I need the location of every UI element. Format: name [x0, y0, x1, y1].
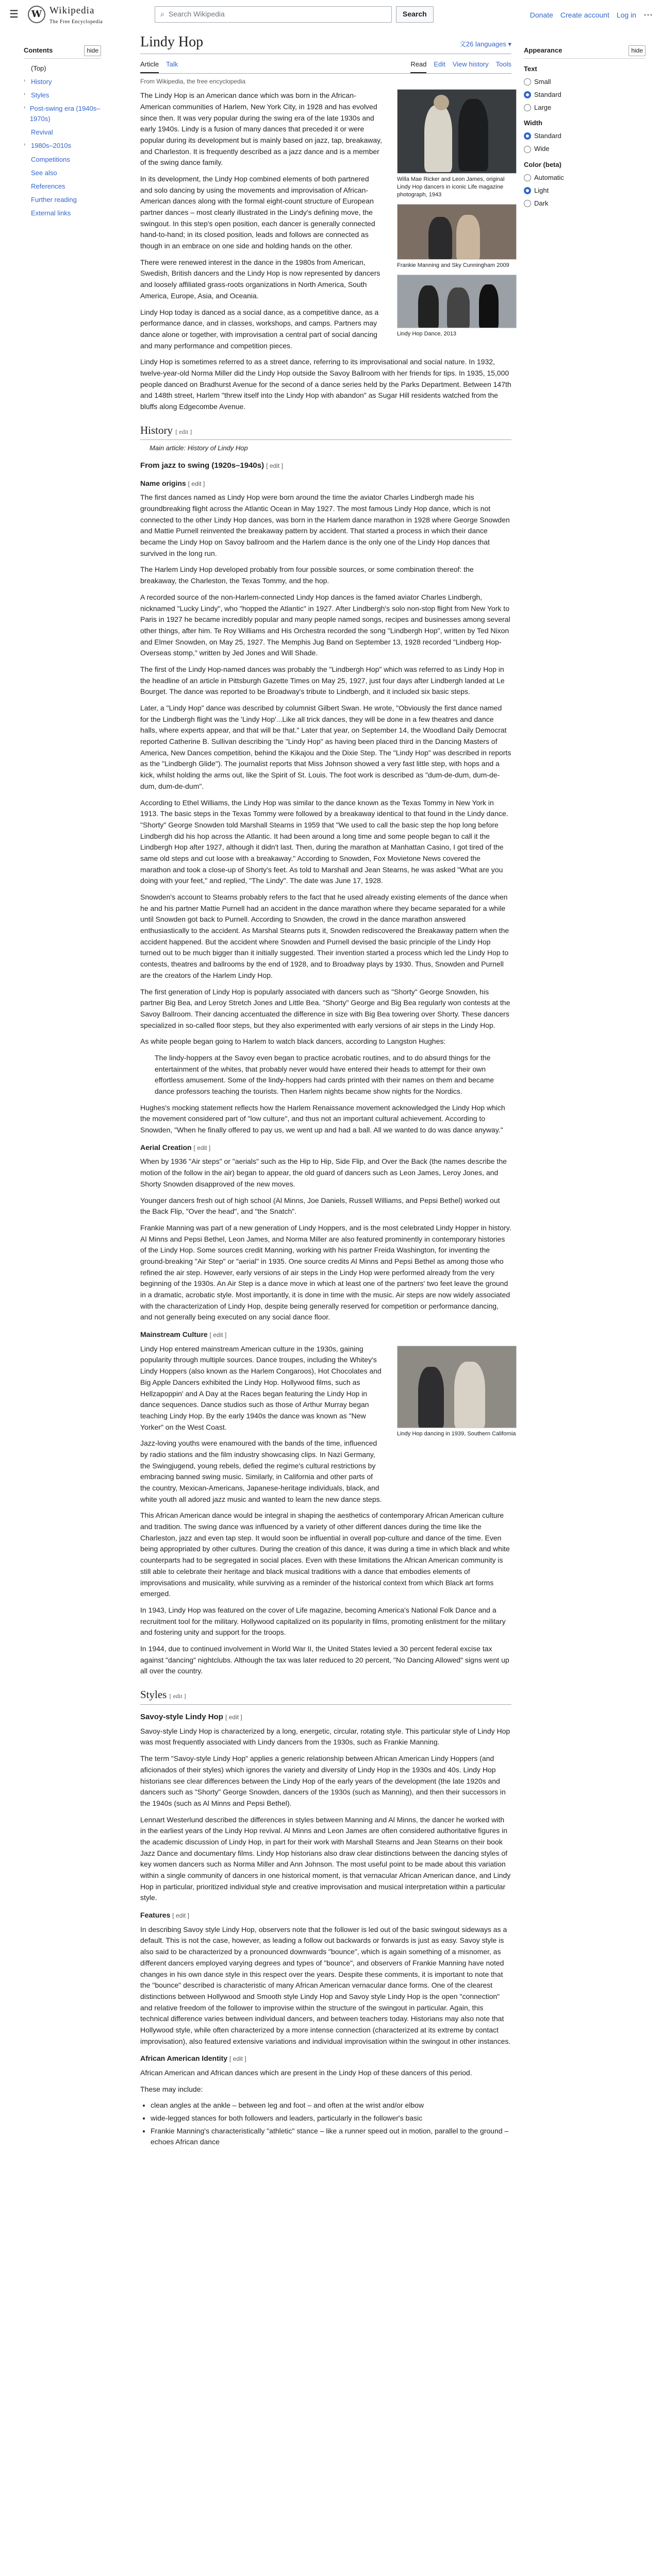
list-item: • clean angles at the ankle – between leg and foot – and often at the wrist and/or elbow: [151, 2100, 511, 2111]
list-item: • wide-legged stances for both followers and leaders, particularly in the follower's basic: [151, 2113, 511, 2124]
body-paragraph: In describing Savoy style Lindy Hop, observers note that the follower is led out of the basic swingout sideways as a default. This is not the case, however, as leading a follow out backwards or forwards is just as easy. Savoy style is also said to be characterized by a pronounced downwards "bounce", which is again something of a misnomer, as different dancers employed varying degrees and types of "bounce", and observers of Frankie Manning have noted changes in his own dance style in this respect over the years. Despite these comments, it is important to note that the "bounce" described is characteristic of many African American vernacular dance forms. One of the clearest distinctions between Hollywood and Smooth style Lindy Hop and Savoy style Lindy Hop is the open "connection" and relative freedom of the follower to improvise within the structure of the swingout in particular. Again, this technical difference varies between individual dancers, and between teachers today. Historians may also note that Hollywood style, while often characterized by a more intense connection (characterized at its extreme by contact improvisation), also featured extensive variations and individual improvisation within the swingout in other instances.: [140, 1925, 511, 2045]
body-paragraph: Hughes's mocking statement reflects how the Harlem Renaissance movement acknowledged the Lindy Hop which the movement considered part of "low culture", and thus not an important cultural achievement. According to Snowden, "When he finally offered to pay us, we went up and had a ball. All we wanted to do was dance anyway.": [140, 1103, 505, 1134]
photo-lindy-1939[interactable]: [397, 1346, 517, 1428]
toc-hide-button[interactable]: hide: [84, 45, 101, 56]
body-paragraph: These may include:: [140, 2084, 203, 2093]
section-heading-jazz: From jazz to swing (1920s–1940s) [ edit ]: [140, 461, 283, 470]
toc-item-label[interactable]: 1980s–2010s: [31, 142, 72, 150]
chevron-right-icon[interactable]: ›: [24, 91, 26, 97]
language-count: 26 languages: [466, 40, 506, 48]
edit-link[interactable]: [ edit ]: [225, 1713, 242, 1721]
color-option[interactable]: [524, 185, 646, 196]
body-paragraph: In 1943, Lindy Hop was featured on the cover of Life magazine, becoming America's National Folk Dance and a recruitment tool for the military. Hollywood capitalized on its popularity in films, promoting enlistment for the military and fostering unity and support for the troops.: [140, 1605, 506, 1637]
color-option-label: Dark: [534, 199, 549, 207]
more-icon[interactable]: ⋯: [643, 10, 653, 20]
body-paragraph: The first generation of Lindy Hop is popularly associated with dancers such as "Shorty" George Snowden, his partner Big Bea, and Leroy Stretch Jones and Little Bea. "Shorty" George and Big Bea regularly won contests at the Savoy Ballroom. Their dancing accentuated the difference in size with Big Bea towering over Shorty. These dancers specialized in so-called floor steps, but they also experimented with early versions of air steps in the Lindy Hop.: [140, 987, 510, 1029]
body-paragraph: A recorded source of the non-Harlem-connected Lindy Hop dances is the famed aviator Charles Lindbergh, nicknamed "Lucky Lindy", who "hopped the Atlantic" in 1927. After Lindbergh's solo non-stop flight from New York to Paris in 1927 he became incredibly popular and many people named songs, recipes and businesses among several other things, after him. Te Roy Williams and His Orchestra recorded the song "Lindbergh Hop", written by Ted Nixon and Elmer Snowden, on May 25, 1927. The Memphis Jug Band on September 13, 1928 recorded "Lindberg Hop- Overseas stomp," written by Jed Jones and Will Shade.: [140, 592, 510, 657]
tab-read[interactable]: Read: [410, 56, 426, 73]
section-heading-styles: Styles [ edit ]: [140, 1686, 511, 1705]
toc-item-label[interactable]: Post-swing era (1940s–1970s): [29, 105, 101, 123]
page-title: Lindy Hop: [140, 34, 204, 50]
text-size-label: Text: [524, 64, 537, 73]
toc-item-label[interactable]: Styles: [31, 91, 49, 99]
appearance-title: Appearance: [524, 46, 562, 54]
toc-item[interactable]: [24, 102, 101, 126]
edit-link[interactable]: [ edit ]: [169, 1692, 186, 1700]
body-paragraph: Lindy Hop entered mainstream American culture in the 1930s, gaining popularity through multiple sources. Dance troupes, including the Whitey's Lindy Hoppers (also known as the Harlem Congaroos), Hot Chocolates and Big Apple Dancers exhibited the Lindy Hop. Hollywood films, such as Hellzapoppin' and A Day at the Races began featuring the Lindy Hop in dance sequences. Dance studios such as those of Arthur Murray began teaching Lindy Hop. By the early 1940s the dance was known as "New Yorker" on the West Coast.: [140, 1344, 382, 1431]
text-size-option[interactable]: [524, 77, 646, 87]
tab-article[interactable]: Article: [140, 56, 159, 73]
create-account-link[interactable]: Create account: [560, 11, 609, 20]
chevron-right-icon[interactable]: [24, 195, 29, 205]
chevron-right-icon[interactable]: ›: [24, 142, 26, 148]
toc-item[interactable]: [24, 193, 101, 207]
chevron-right-icon[interactable]: [24, 155, 29, 165]
section-heading-identity: African American Identity [ edit ]: [140, 2054, 246, 2063]
chevron-right-icon[interactable]: [24, 181, 29, 192]
tab-edit[interactable]: Edit: [434, 60, 445, 69]
chevron-right-icon[interactable]: [24, 208, 29, 218]
color-option-label: Light: [534, 186, 549, 194]
body-paragraph: As white people began going to Harlem to watch black dancers, according to Langston Hughes:: [140, 1037, 446, 1046]
search-button[interactable]: Search: [396, 6, 434, 23]
body-paragraph: According to Ethel Williams, the Lindy Hop was similar to the dance known as the Texas Tommy in New York in 1913. The basic steps in the Texas Tommy were followed by a breakaway identical to that found in the Lindy dance. "Shorty" George Snowden told Marshall Stearns in 1959 that "We used to call the basic step the hop long before Lindbergh did his hop across the Atlantic. It had been around a long time and some people began to call it the Lindbergh Hop after 1927, although it didn't last. Then, during the marathon at Manhattan Casino, I got tired of the same old steps and cut loose with a breakaway." According to Snowden, Fox Movietone News covered the marathon and took a close-up of Shorty's feet. As told to Marshall and Jean Stearns, he was asked "What are you doing with your feet," and replied, "The Lindy". The date was June 17, 1928.: [140, 798, 508, 885]
infobox: [397, 89, 517, 343]
page-tabs: [140, 56, 511, 73]
appearance-panel: [524, 45, 646, 211]
toc-item[interactable]: [24, 75, 101, 89]
width-option[interactable]: [524, 131, 646, 141]
chevron-right-icon[interactable]: ›: [24, 77, 26, 83]
body-paragraph: Savoy-style Lindy Hop is characterized by a long, energetic, circular, rotating style. This particular style of Lindy Hop was most frequently associated with Lindy dancers from the 1930s, such as Frankie Manning.: [140, 1726, 510, 1747]
width-option[interactable]: [524, 144, 646, 154]
toc-item[interactable]: [24, 139, 101, 152]
toc-item-label[interactable]: External links: [31, 209, 71, 217]
language-button[interactable]: 文26 languages ▾: [459, 40, 511, 48]
body-paragraph: In 1944, due to continued involvement in World War II, the United States levied a 30 percent federal excise tax against "dancing" nightclubs. Although the tax was later reduced to 20 percent, "No Dancing Allowed" signs went up all over the country.: [140, 1644, 509, 1675]
body-paragraph: When by 1936 "Air steps" or "aerials" such as the Hip to Hip, Side Flip, and Over the Back (the names describe the motion of the follow in the air) began to appear, the old guard of dancers such as Leon James, Leroy Jones, and Shorty Snowden disapproved of the new moves.: [140, 1157, 507, 1188]
section-heading-aerial: Aerial Creation [ edit ]: [140, 1143, 211, 1151]
radio-icon[interactable]: [524, 132, 531, 140]
chevron-right-icon[interactable]: ›: [24, 105, 26, 111]
toc-item[interactable]: [24, 180, 101, 193]
text-size-option-label: Large: [534, 104, 552, 112]
section-heading-features: Features [ edit ]: [140, 1911, 189, 1920]
toc-item[interactable]: [24, 89, 101, 102]
toc-item-label[interactable]: Competitions: [31, 155, 70, 163]
text-size-option-label: Small: [534, 77, 551, 86]
hatnote: Main article: History of Lindy Hop: [150, 444, 248, 452]
lead-paragraph: Lindy Hop today is danced as a social dance, as a competitive dance, as a performance dance, and in classes, workshops, and camps. Partners may dance alone or together, with improvisation a central part of social dancing and many performance and competition pieces.: [140, 308, 379, 350]
color-option-label: Automatic: [534, 173, 564, 181]
body-paragraph: African American and African dances which are present in the Lindy Hop of these dancers of this period.: [140, 2069, 472, 2077]
chevron-right-icon[interactable]: [24, 127, 29, 138]
radio-icon[interactable]: [524, 78, 531, 86]
lead-section: [140, 90, 383, 351]
infobox-caption-3: Lindy Hop Dance, 2013: [397, 330, 456, 337]
radio-icon[interactable]: [524, 187, 531, 194]
feature-list: [151, 2100, 511, 2148]
radio-icon[interactable]: [524, 174, 531, 181]
list-item: • Frankie Manning's characteristically "athletic" stance – like a runner speed out in motion, parallel to the ground – echoes African dance: [151, 2126, 511, 2148]
section-heading-savoy: Savoy-style Lindy Hop [ edit ]: [140, 1712, 242, 1721]
body-paragraph: Jazz-loving youths were enamoured with the bands of the time, influenced by radio stations and the film industry showcasing clips. In Nazi Germany, the Swingjugend, young rebels, defied the regime's cultural restrictions by embracing banned swing music. Similarly, in California and other parts of the country, Mexican-Americans, Japanese-heritage individuals, black, and white youth all adored jazz music and wanted to learn the new dance steps.: [140, 1439, 382, 1503]
text-size-option[interactable]: [524, 90, 646, 100]
radio-icon[interactable]: [524, 146, 531, 153]
tab-talk[interactable]: Talk: [166, 60, 178, 69]
globe-icon: W: [28, 6, 45, 23]
search-input[interactable]: [155, 6, 392, 23]
menu-icon[interactable]: ☰: [9, 8, 19, 20]
section-heading-history: History [ edit ]: [140, 422, 511, 440]
toc-item[interactable]: [24, 126, 101, 139]
tab-view-history[interactable]: View history: [452, 60, 489, 69]
body-paragraph: Snowden's account to Stearns probably refers to the fact that he used already existing elements of the dance when he and his partner Mattie Purnell had an accident in the dance marathon where they became separated for a while until Snowden got back to Purnell. According to Snowden, the crowd in the dance marathon answered enthusiastically to the accident. As Marshal Stearns puts it, Snowden rediscovered the Breakaway pattern when the accident happened. But the accident where Snowden and Purnell devised the basic principle of the Lindy Hop turned out to be much bigger than it initially suggested. Their invention started a process which led the Lindy Hop to contests, theatres and ballrooms by the end of 1928, and to Broadway plays by 1930. Thus, Snowden and Purnell are the creators of the Harlem Lindy Hop.: [140, 893, 509, 979]
body-paragraph: This African American dance would be integral in shaping the aesthetics of contemporary African American culture and tradition. The swing dance was influenced by a variety of other different dances during the time like the Charleston, jazz and even tap step. It would soon be influential in overall pop-culture and dance of the time. Even being appropriated by other cultures. During the creation of this dance, it was during a time in which black and white counterparts had to be segregated in social places. Even with these limitations the African American community is still able to celebrate their heritage and black musical traditions with a dance that embodies elements of improvisations and musicality, while surviving as a reminder of the historical context from which Black art forms emerged.: [140, 1511, 510, 1598]
toc-item[interactable]: [24, 166, 101, 180]
login-link[interactable]: Log in: [616, 11, 636, 20]
toc-item[interactable]: [24, 207, 101, 220]
article: [140, 33, 516, 2153]
section-heading-mainstream: Mainstream Culture [ edit ]: [140, 1330, 227, 1339]
body-paragraph: The first dances named as Lindy Hop were born around the time the aviator Charles Lindbergh made his groundbreaking flight across the Atlantic Ocean in May 1927. The most famous Lindy Hop dance, which is not connected to the other Lindy Hop dances, was born in the Harlem dance marathon in 1928 where George Snowden and Mattie Purnell reinvented the breakaway pattern by accident. That started a process in which their dance became the Lindy Hop on Savoy ballroom and the Harlem dance is the only one of the Lindy Hop dances that survived in the long run.: [140, 493, 510, 557]
tagline: From Wikipedia, the free encyclopedia: [140, 77, 246, 85]
edit-link[interactable]: [ edit ]: [209, 1331, 227, 1339]
edit-link[interactable]: [ edit ]: [175, 428, 192, 435]
toc-item[interactable]: [24, 62, 101, 75]
body-paragraph: Frankie Manning was part of a new generation of Lindy Hoppers, and is the most celebrated Lindy Hopper in history. Al Minns and Pepsi Bethel, Leon James, and Norma Miller are also featured prominently in contemporary histories of the Lindy Hop. Some sources credit Manning, working with his partner Freida Washington, for inventing the ground-breaking "Air Step" or "aerial" in 1935. One source credits Al Minns and Pepsi Bethel as among those who refined the air step. However, early versions of air steps in the Lindy Hop were performed already from the very beginning of the 1930s. An Air Step is a dance move in which at least one of the partners' two feet leave the ground in a dramatic, acrobatic style. Most importantly, it is done in time with the music. Air steps are now widely associated with the characterization of Lindy Hop, despite being generally reserved for competition or performance dancing, and not generally being executed on any social dance floor.: [140, 1223, 511, 1321]
width-option-label: Standard: [534, 132, 561, 140]
body-paragraph: Later, a "Lindy Hop" dance was described by columnist Gilbert Swan. He wrote, "Obviously the first dance named for the Lindbergh flight was the 'Lindy Hop'...Like all trick dances, they will be done in a few theatres and dance halls, where experts appear, and that will be that." Later that year, on September 14, the Woodland Daily Democrat reported Catherine B. Sullivan describing the "Lindy Hop" as having been placed third in the Dancing Masters of America, New Dances competition, behind the Kikajou and the Dixie Step. The "Lindy Hop" was described in reports as the "Lindbergh Glide"). The journalist reports that Miss Johnson showed a very fast little step, with hops and a kick, whilst holding the arms out, like the Spirit of St. Louis. The foot work is described as "dum-de-dum, dum-de-dum, dum-de-dum".: [140, 704, 511, 790]
photo-lindy-2013[interactable]: [397, 275, 517, 328]
radio-icon[interactable]: [524, 200, 531, 207]
donate-link[interactable]: Donate: [529, 11, 553, 20]
lead-paragraph: In its development, the Lindy Hop combined elements of both partnered and solo dancing by using the movements and improvisation of African-American dances along with the formal eight-count structure of European partner dances – most clearly illustrated in the Lindy's defining move, the swingout. In this step's open position, each dancer is generally connected hand-to-hand; in its closed position, leads and follows are connected as though in an embrace on one side and holding hands on the other.: [140, 174, 375, 250]
edit-link[interactable]: [ edit ]: [188, 480, 205, 487]
toc-item-label[interactable]: Further reading: [31, 196, 77, 204]
appearance-hide-button[interactable]: hide: [628, 45, 646, 56]
chevron-right-icon[interactable]: [24, 168, 29, 178]
toc-item[interactable]: [24, 153, 101, 166]
body-paragraph: The first of the Lindy Hop-named dances was probably the "Lindbergh Hop" which was referred to as Lindy Hop in the headline of an article in Pittsburgh Gazette Times on May 25, 1927, just four days after Lindbergh landed at Le Bourget. The dance was reported to be Broadway's tribute to Lindbergh, and it included six basic steps.: [140, 665, 505, 696]
infobox-caption-1: Willa Mae Ricker and Leon James, original Lindy Hop dancers in iconic Life magazine photograph, 1943: [397, 176, 505, 198]
body-paragraph: The term "Savoy-style Lindy Hop" applies a generic relationship between African American Lindy Hoppers (and aficionados of their styles) which ignores the variety and diversity of Lindy Hop in the 1930s and 40s. Lindy Hop historians see clear differences between the Lindy Hop of the early years of the development (the late 1920s and dancers such as "Shorty" George Snowden, dancers of the 1930s (such as Manning), and then their successors in the 1940s (such as Al Minns and Pepsi Bethel).: [140, 1754, 506, 1807]
toc-item-label[interactable]: References: [31, 182, 65, 190]
radio-icon[interactable]: [524, 104, 531, 111]
toc-title: Contents: [24, 46, 53, 55]
text-size-option[interactable]: [524, 103, 646, 113]
lead-paragraph: There were renewed interest in the dance in the 1980s from American, Swedish, British dancers and the Lindy Hop is now represented by dancers and loosely affiliated grass-roots organizations in North America, South America, Europe, Asia, and Oceania.: [140, 258, 380, 300]
width-option-label: Wide: [534, 145, 550, 153]
lead-paragraph: The Lindy Hop is an American dance which was born in the African-American communities of Harlem, New York City, in 1928 and has evolved since then. It was very popular during the swing era of the late 1930s and early 1940s. Lindy is a fusion of many dances that preceded it or were popular during its development but is mainly based on jazz, tap, breakaway, and Charleston. It is frequently described as a jazz dance and is a member of the swing dance family.: [140, 91, 383, 167]
edit-link[interactable]: [ edit ]: [266, 462, 283, 470]
lead-paragraph: Lindy Hop is sometimes referred to as a street dance, referring to its improvisational and social nature. In 1932, twelve-year-old Norma Miller did the Lindy Hop outside the Savoy Ballroom with her friends for tips. In 1935, 15,000 people danced on Bradhurst Avenue for the second of a dance series held by the Parks Department. Between 147th and 148th street, Harlem "threw itself into the Lindy Hop with abandon" as Sugar Hill residents watched from the bluffs along Edgecombe Avenue.: [140, 358, 511, 411]
photo-willa-mae-leon[interactable]: [397, 89, 517, 174]
color-option[interactable]: [524, 173, 646, 183]
header: [0, 0, 662, 29]
width-label: Width: [524, 119, 542, 127]
toc-item-label[interactable]: (Top): [31, 64, 46, 72]
color-option[interactable]: [524, 198, 646, 209]
toc-item-label[interactable]: Revival: [31, 128, 53, 137]
text-size-option-label: Standard: [534, 90, 561, 98]
toc-item-label[interactable]: History: [31, 77, 52, 86]
wikipedia-logo[interactable]: [28, 3, 103, 26]
chevron-right-icon[interactable]: [24, 63, 29, 74]
body-paragraph: Lennart Westerlund described the differences in styles between Manning and Al Minns, the dancer he worked with in the earliest years of the Lindy Hop revival. Al Minns and Leon James are often considered authoritative figures in the academic discussion of Lindy Hop, in part for their work with Marshall Stearns and Jean Stearns on their book Jazz Dance and documentary films. Lindy Hop historians also draw clear distinctions between the dancing styles of key women dancers such as Norma Miller and Ann Johnson. The most useful point to be made about this variation within a single community of dancers in one historical moment, is that vernacular African American dance, and Lindy Hop in particular, prioritized individual style and creative improvisation and musical interpretation within a particular style.: [140, 1815, 511, 1902]
mainstream-figure: [397, 1346, 517, 1440]
table-of-contents: [24, 45, 101, 220]
personal-tools: [530, 8, 653, 23]
body-paragraph: The Harlem Lindy Hop developed probably from four possible sources, or some combination thereof: the breakaway, the Charleston, the Texas Tommy, and the hop.: [140, 565, 474, 585]
section-heading-name: Name origins [ edit ]: [140, 479, 205, 487]
radio-icon[interactable]: [524, 91, 531, 98]
photo-manning-cunningham[interactable]: [397, 204, 517, 260]
edit-link[interactable]: [ edit ]: [193, 1144, 211, 1151]
site-name: Wikipedia: [49, 5, 95, 16]
color-label: Color (beta): [524, 160, 561, 168]
toc-item-label[interactable]: See also: [31, 168, 57, 177]
edit-link[interactable]: [ edit ]: [229, 2055, 246, 2063]
edit-link[interactable]: [ edit ]: [172, 1912, 189, 1920]
quote-hughes: The lindy-hoppers at the Savoy even began to practice acrobatic routines, and to do absurd things for the entertainment of the whites, that probably never would have entered their heads to attempt for their own effortless amusement. Some of the lindy-hoppers had cards printed with their names on them and became dance professors teaching the tourists. Then Harlem nights became show nights for the Nordics.: [155, 1053, 494, 1095]
tab-tools[interactable]: Tools: [495, 60, 511, 69]
site-tagline: The Free Encyclopedia: [49, 19, 103, 25]
mainstream-caption: Lindy Hop dancing in 1939, Southern California: [397, 1430, 516, 1437]
infobox-caption-2: Frankie Manning and Sky Cunningham 2009: [397, 262, 509, 268]
search-placeholder: Search Wikipedia: [168, 10, 225, 19]
body-paragraph: Younger dancers fresh out of high school (Al Minns, Joe Daniels, Russell Williams, and Pepsi Bethel) worked out the Back Flip, "Over the head", and "the Snatch".: [140, 1196, 500, 1216]
search-icon: ⌕: [160, 10, 164, 19]
